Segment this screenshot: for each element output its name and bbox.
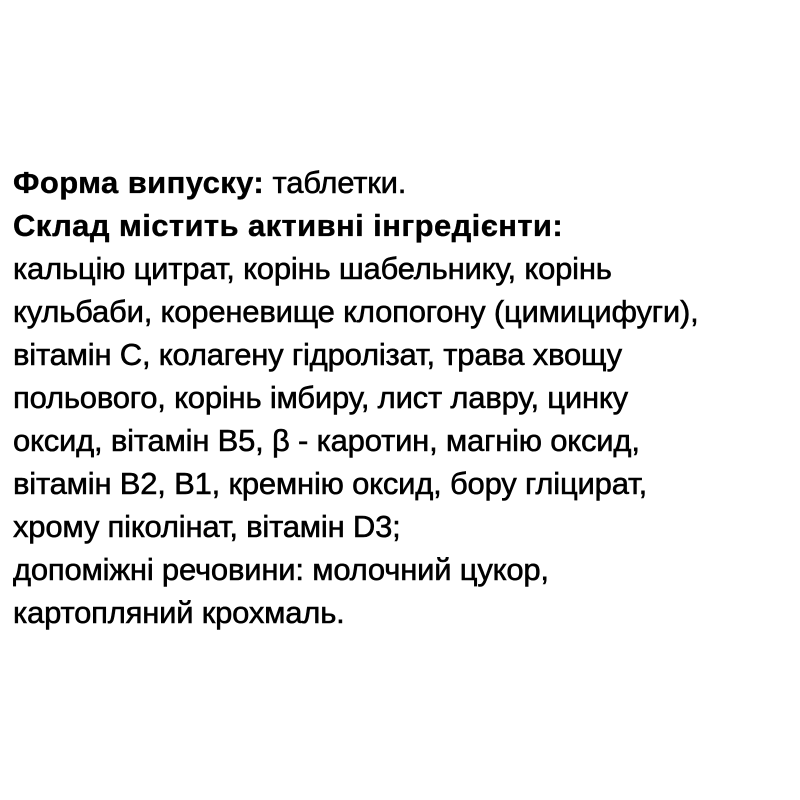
text-segment: вітамін С, колагену гідролізат, трава хвощу (13, 337, 622, 372)
text-segment: картопляний крохмаль. (13, 595, 345, 630)
text-line (13, 376, 793, 419)
text-segment: оксид, вітамін B5, β - каротин, магнію оксид, (13, 423, 640, 458)
text-line (13, 591, 793, 634)
text-line (13, 548, 793, 591)
text-segment: допоміжні речовини: молочний цукор, (13, 552, 549, 587)
text-line (13, 204, 793, 247)
heading-segment: Склад містить активні інгредієнти: (13, 208, 564, 243)
text-line (13, 247, 793, 290)
text-segment: кальцію цитрат, корінь шабельнику, корінь (13, 251, 612, 286)
text-line (13, 505, 793, 548)
heading-segment: Форма випуску: (13, 165, 265, 200)
text-line (13, 462, 793, 505)
text-segment: польового, корінь імбиру, лист лавру, цинку (13, 380, 628, 415)
text-segment: таблетки. (264, 165, 407, 200)
text-line (13, 419, 793, 462)
text-segment: хрому піколінат, вітамін D3; (13, 509, 401, 544)
ingredients-text-block (13, 161, 793, 634)
text-segment: вітамін B2, B1, кремнію оксид, бору гліцират, (13, 466, 648, 501)
text-line (13, 333, 793, 376)
text-segment: кульбаби, кореневище клопогону (цимицифуги), (13, 294, 699, 329)
text-line (13, 161, 793, 204)
text-line (13, 290, 793, 333)
